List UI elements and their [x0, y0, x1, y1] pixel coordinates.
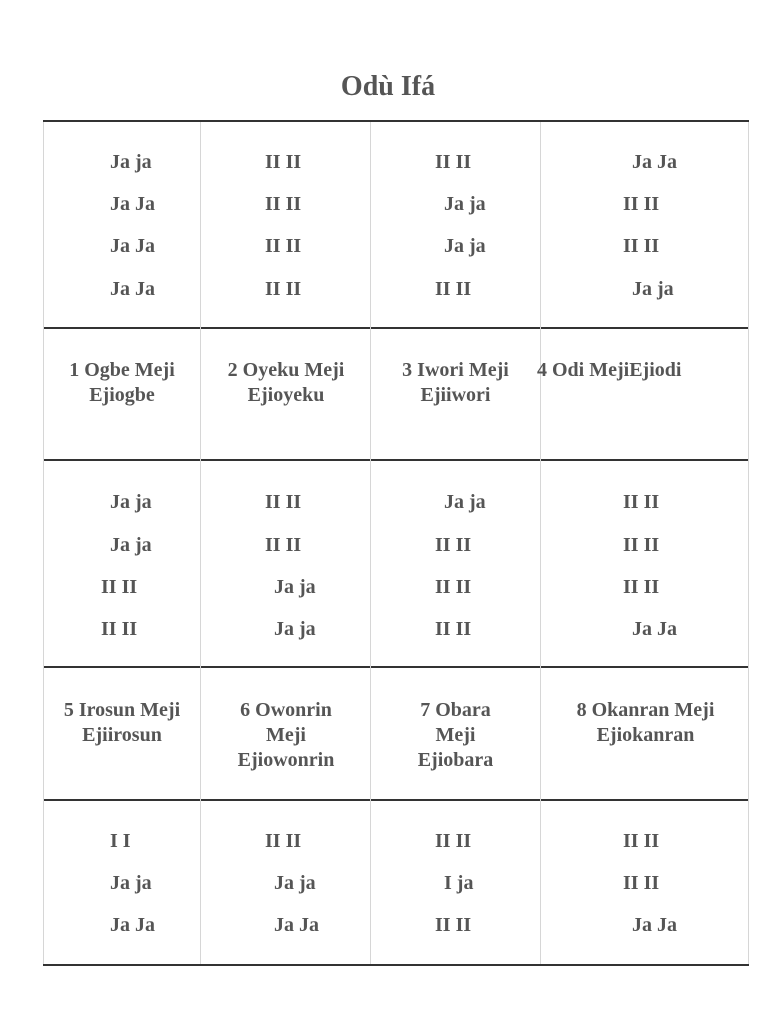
- pattern-line: II II: [623, 576, 660, 598]
- pattern-line: II II: [265, 491, 302, 513]
- pattern-line: Ja ja: [444, 193, 486, 215]
- pattern-line: II II: [435, 914, 472, 936]
- odu-name-ogbe: 1 Ogbe Meji Ejiogbe: [69, 359, 175, 406]
- column-divider: [200, 122, 201, 964]
- odu-name-irosun: 5 Irosun Meji Ejiirosun: [63, 699, 181, 746]
- pattern-line: II II: [623, 193, 660, 215]
- pattern-line: Ja Ja: [632, 151, 677, 173]
- pattern-line: II II: [101, 576, 138, 598]
- pattern-line: II II: [435, 576, 472, 598]
- pattern-line: Ja Ja: [110, 278, 155, 300]
- pattern-line: II II: [101, 618, 138, 640]
- table-rule-bottom: [43, 964, 749, 966]
- pattern-line: II II: [435, 830, 472, 852]
- pattern-line: Ja Ja: [110, 914, 155, 936]
- pattern-line: Ja ja: [110, 151, 152, 173]
- pattern-line: II II: [265, 830, 302, 852]
- page-title: Odù Ifá: [340, 71, 436, 102]
- pattern-line: Ja ja: [110, 491, 152, 513]
- pattern-line: II II: [623, 235, 660, 257]
- pattern-line: Ja ja: [274, 618, 316, 640]
- table-rule: [43, 327, 749, 329]
- pattern-line: II II: [623, 872, 660, 894]
- table-rule: [43, 666, 749, 668]
- pattern-line: Ja ja: [274, 872, 316, 894]
- pattern-line: Ja ja: [632, 278, 674, 300]
- pattern-line: I ja: [444, 872, 474, 894]
- pattern-line: II II: [265, 278, 302, 300]
- pattern-line: I I: [110, 830, 131, 852]
- pattern-line: Ja Ja: [274, 914, 319, 936]
- pattern-line: Ja Ja: [632, 914, 677, 936]
- pattern-line: Ja ja: [110, 534, 152, 556]
- column-divider: [748, 122, 749, 964]
- pattern-line: II II: [623, 491, 660, 513]
- odu-name-oyeku: 2 Oyeku Meji Ejioyeku: [227, 359, 345, 406]
- odu-name-owonrin: 6 Owonrin Meji Ejiowonrin: [237, 699, 335, 771]
- pattern-line: II II: [623, 534, 660, 556]
- pattern-line: II II: [265, 534, 302, 556]
- pattern-line: Ja Ja: [110, 193, 155, 215]
- column-divider: [370, 122, 371, 964]
- pattern-line: II II: [623, 830, 660, 852]
- table-rule-top: [43, 120, 749, 122]
- odu-ifa-table: [43, 120, 749, 967]
- pattern-line: Ja ja: [444, 235, 486, 257]
- pattern-line: Ja Ja: [110, 235, 155, 257]
- odu-name-obara: 7 Obara Meji Ejiobara: [417, 699, 494, 771]
- pattern-line: II II: [265, 151, 302, 173]
- pattern-line: Ja ja: [110, 872, 152, 894]
- pattern-line: Ja Ja: [632, 618, 677, 640]
- pattern-line: II II: [435, 278, 472, 300]
- pattern-line: Ja ja: [444, 491, 486, 513]
- pattern-line: II II: [435, 151, 472, 173]
- table-rule: [43, 459, 749, 461]
- pattern-line: II II: [435, 618, 472, 640]
- pattern-line: II II: [435, 534, 472, 556]
- odu-name-okanran: 8 Okanran Meji Ejiokanran: [576, 699, 715, 746]
- table-rule: [43, 799, 749, 801]
- pattern-line: II II: [265, 235, 302, 257]
- odu-name-iwori: 3 Iwori Meji Ejiiwori: [402, 359, 509, 406]
- column-divider: [43, 122, 44, 964]
- pattern-line: Ja ja: [274, 576, 316, 598]
- column-divider: [540, 122, 541, 964]
- odu-name-odi: 4 Odi MejiEjiodi: [537, 359, 682, 381]
- pattern-line: II II: [265, 193, 302, 215]
